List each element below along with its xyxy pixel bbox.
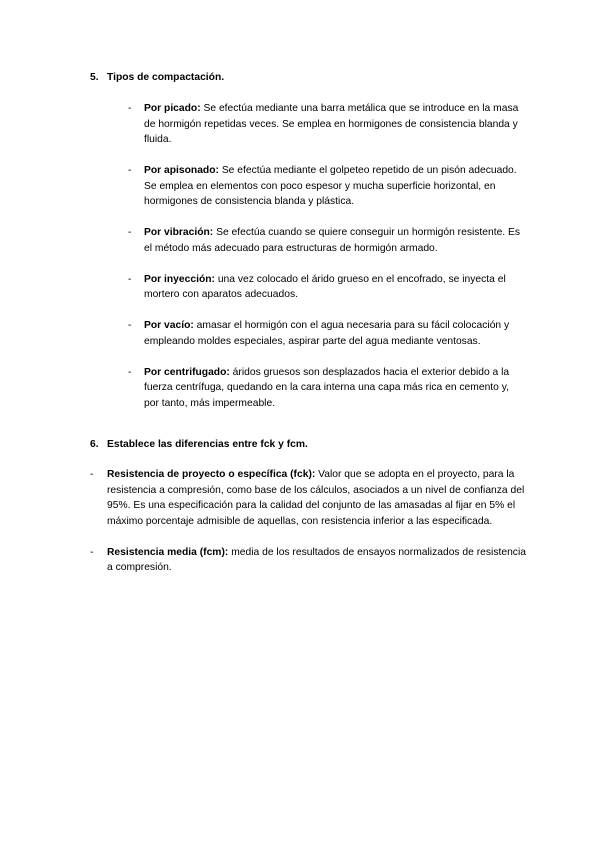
bullet: - [128,366,132,378]
text-inyeccion: una vez colocado el árido grueso en el encofrado, se inyecta el mortero con aparatos adecuados. [144,273,506,300]
section-5-title: Tipos de compactación. [107,72,225,83]
bullet: - [90,546,94,558]
list-item-centrifugado [128,365,526,412]
list-item-picado [128,101,526,148]
term-vacio: Por vacío: [144,320,194,331]
fck-fcm-list [90,467,530,591]
section-5-number: 5. [90,72,99,83]
list-item-inyeccion [128,272,526,303]
text-fcm: media de los resultados de ensayos normalizados de resistencia a compresión. [107,546,526,573]
list-item-fcm [90,545,530,576]
text-apisonado: Se efectúa mediante el golpeteo repetido de un pisón adecuado. Se emplea en elementos con poco espesor y mucha superficie horizontal, en hormigones de consistencia blanda y plástica. [144,165,517,207]
list-item-fck [90,467,530,529]
text-vibracion: Se efectúa cuando se quiere conseguir un hormigón resistente. Es el método más adecuado para estructuras de hormigón armado. [144,227,521,254]
list-item-apisonado [128,163,526,210]
bullet: - [128,273,132,285]
section-6-number: 6. [90,439,99,450]
term-fcm: Resistencia media (fcm): [107,546,229,558]
term-fck: Resistencia de proyecto o específica (fck): [107,469,316,480]
bullet: - [128,320,132,331]
bullet: - [90,469,94,480]
text-picado: Se efectúa mediante una barra metálica que se introduce en la masa de hormigón repetidas veces. Se emplea en hormigones de consistencia blanda y fluida. [144,103,519,145]
section-6-heading [90,437,308,453]
list-item-vibracion [128,225,526,256]
section-5-heading [90,70,224,86]
bullet: - [128,103,132,114]
compaction-types-list [128,101,526,427]
text-vacio: amasar el hormigón con el agua necesaria para su fácil colocación y empleando moldes especiales, aspirar parte del agua mediante ventosas. [144,320,510,347]
bullet: - [128,165,132,176]
text-centrifugado: áridos gruesos son desplazados hacia el exterior debido a la fuerza centrífuga, quedando en la cara interna una capa más rica en cemento y, por tanto, más impermeable. [144,366,510,409]
term-centrifugado: Por centrifugado: [144,366,230,378]
term-picado: Por picado: [144,103,201,114]
section-6-title: Establece las diferencias entre fck y fcm. [107,439,308,450]
term-vibracion: Por vibración: [144,227,214,238]
bullet: - [128,227,132,238]
term-inyeccion: Por inyección: [144,273,215,285]
term-apisonado: Por apisonado: [144,165,219,176]
text-fck: Valor que se adopta en el proyecto, para la resistencia a compresión, como base de los cálculos, asociados a un nivel de confianza del 95%. Es una especificación para la calidad del conjunto de las amasadas al fijar en 5% el máximo porcentaje admisible de aquellas, con resistencia inferior a las especificada. [107,469,525,527]
list-item-vacio [128,318,526,349]
